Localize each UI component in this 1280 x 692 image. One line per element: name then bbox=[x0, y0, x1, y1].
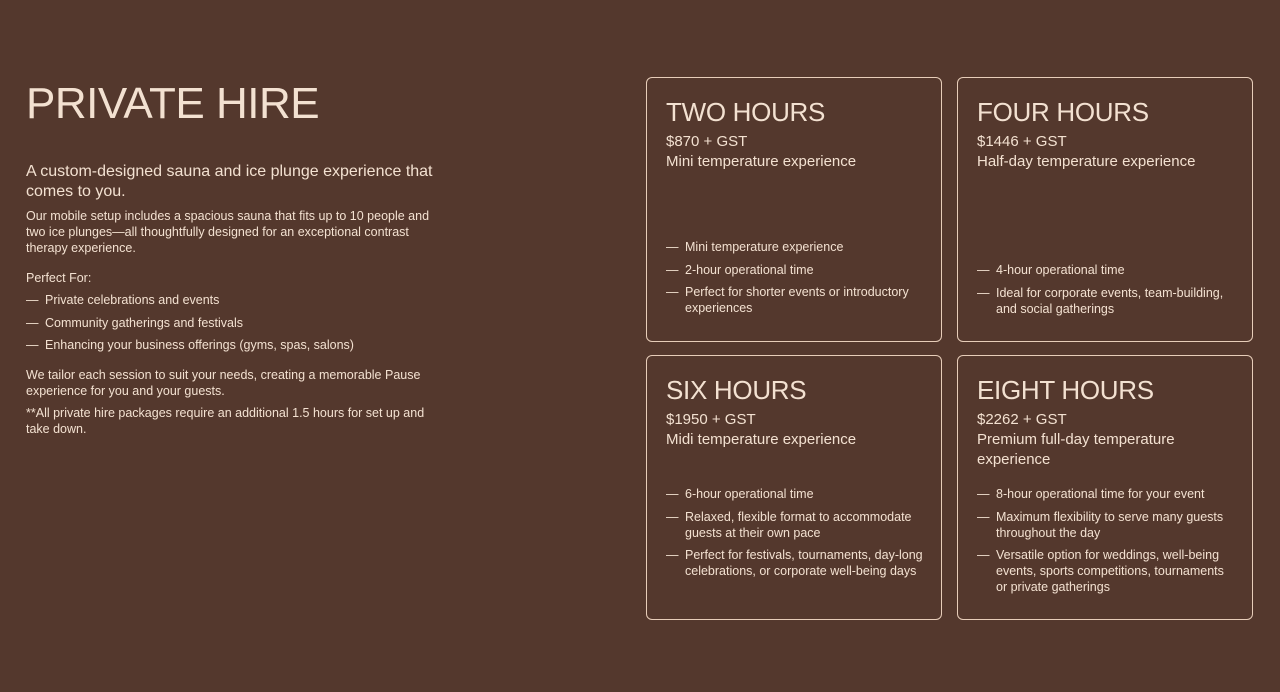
list-item: — Versatile option for weddings, well-being events, sports competitions, tournaments or private gatherings bbox=[977, 547, 1238, 595]
package-subtitle: Half-day temperature experience bbox=[977, 153, 1196, 170]
list-item: — Community gatherings and festivals bbox=[26, 315, 446, 331]
intro-description: Our mobile setup includes a spacious sauna that fits up to 10 people and two ice plunges—all thoughtfully designed for an exceptional contrast therapy experience. bbox=[26, 209, 430, 255]
package-subtitle: Premium full-day temperature experience bbox=[977, 431, 1175, 468]
perfect-for-list bbox=[26, 292, 446, 353]
package-price: $870 + GST bbox=[666, 133, 748, 150]
package-card-four-hours bbox=[957, 77, 1253, 342]
package-features bbox=[666, 486, 927, 586]
package-title: FOUR HOURS bbox=[977, 97, 1149, 127]
intro-section bbox=[26, 78, 446, 437]
package-features bbox=[977, 262, 1238, 323]
package-title: EIGHT HOURS bbox=[977, 375, 1154, 405]
perfect-for-label: Perfect For: bbox=[26, 271, 92, 285]
list-item: — Perfect for festivals, tournaments, day-long celebrations, or corporate well-being days bbox=[666, 547, 927, 579]
package-card-six-hours bbox=[646, 355, 942, 620]
package-price: $1446 + GST bbox=[977, 133, 1067, 150]
list-item: — 4-hour operational time bbox=[977, 262, 1238, 278]
list-item: — Ideal for corporate events, team-building, and social gatherings bbox=[977, 285, 1238, 317]
package-title: TWO HOURS bbox=[666, 97, 826, 127]
intro-lead: A custom-designed sauna and ice plunge experience that comes to you. bbox=[26, 163, 433, 200]
package-card-two-hours bbox=[646, 77, 942, 342]
list-item: — Perfect for shorter events or introductory experiences bbox=[666, 284, 927, 316]
package-subtitle: Mini temperature experience bbox=[666, 153, 857, 170]
list-item: — Enhancing your business offerings (gyms, spas, salons) bbox=[26, 337, 446, 353]
list-item: — Relaxed, flexible format to accommodate guests at their own pace bbox=[666, 509, 927, 541]
package-price: $2262 + GST bbox=[977, 411, 1067, 428]
tailor-text: We tailor each session to suit your needs, creating a memorable Pause experience for you and your guests. bbox=[26, 368, 421, 398]
package-title: SIX HOURS bbox=[666, 375, 807, 405]
package-features bbox=[666, 239, 927, 323]
package-features bbox=[977, 486, 1238, 602]
list-item: — Private celebrations and events bbox=[26, 292, 446, 308]
list-item: — Maximum flexibility to serve many guests throughout the day bbox=[977, 509, 1238, 541]
page-title: PRIVATE HIRE bbox=[26, 79, 320, 128]
setup-note: **All private hire packages require an additional 1.5 hours for set up and take down. bbox=[26, 406, 425, 436]
package-card-eight-hours bbox=[957, 355, 1253, 620]
list-item: — 6-hour operational time bbox=[666, 486, 927, 502]
package-subtitle: Midi temperature experience bbox=[666, 431, 857, 448]
list-item: — 2-hour operational time bbox=[666, 262, 927, 278]
list-item: — Mini temperature experience bbox=[666, 239, 927, 255]
list-item: — 8-hour operational time for your event bbox=[977, 486, 1238, 502]
package-price: $1950 + GST bbox=[666, 411, 756, 428]
